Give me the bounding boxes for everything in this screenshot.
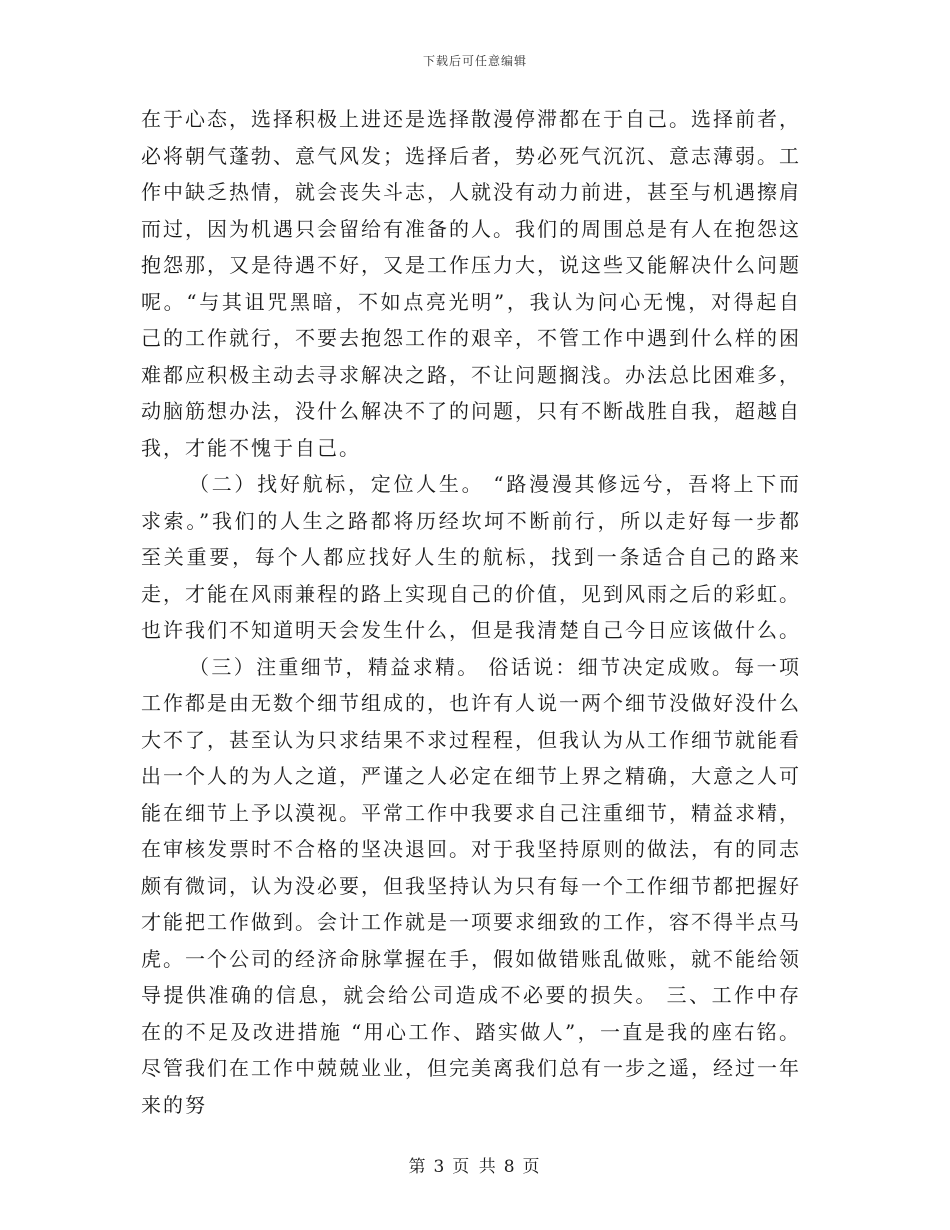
paragraph-continuation: 在于心态，选择积极上进还是选择散漫停滞都在于自己。选择前者，必将朝气蓬勃、意气风发；选择后者，势必死气沉沉、意志薄弱。工作中缺乏热情，就会丧失斗志，人就没有动力前进，甚至与机遇擦肩而过，因为机遇只会留给有准备的人。我们的周围总是有人在抱怨这抱怨那，又是待遇不好，又是工作压力大，说这些又能解决什么问题呢。“与其诅咒黑暗，不如点亮光明”，我认为问心无愧，对得起自己的工作就行，不要去抱怨工作的艰辛，不管工作中遇到什么样的困难都应积极主动去寻求解决之路，不让问题搁浅。办法总比困难多，动脑筋想办法，没什么解决不了的问题，只有不断战胜自我，超越自我，才能不愧于自己。 — [141, 107, 801, 460]
header-note: 下载后可任意编辑 — [422, 54, 527, 68]
footer-page-number: 3 — [433, 1157, 447, 1177]
footer-total-pages: 8 — [503, 1157, 517, 1177]
footer-middle: 页 共 — [452, 1157, 498, 1177]
paragraph-section-two: （二）找好航标，定位人生。 “路漫漫其修远兮，吾将上下而求索。”我们的人生之路都将历经坎坷不断前行，所以走好每一步都至关重要，每个人都应找好人生的航标，找到一条适合自己的路来走，才能在风雨兼程的路上实现自己的价值，见到风雨之后的彩虹。也许我们不知道明天会发生什么，但是我清楚自己今日应该做什么。 — [141, 472, 801, 642]
page-footer — [0, 1152, 950, 1177]
footer-suffix: 页 — [522, 1157, 542, 1177]
document-body — [141, 101, 801, 1123]
paragraph-section-three: （三）注重细节，精益求精。 俗话说：细节决定成败。每一项工作都是由无数个细节组成的，也许有人说一两个细节没做好没什么大不了，甚至认为只求结果不求过程程，但我认为从工作细节就能看出一个人的为人之道，严谨之人必定在细节上界之精确，大意之人可能在细节上予以漠视。平常工作中我要求自己注重细节，精益求精，在审核发票时不合格的坚决退回。对于我坚持原则的做法，有的同志颇有微词，认为没必要，但我坚持认为只有每一个工作细节都把握好才能把工作做到。会计工作就是一项要求细致的工作，容不得半点马虎。一个公司的经济命脉掌握在手，假如做错账乱做账，就不能给领导提供准确的信息，就会给公司造成不必要的损失。 三、工作中存在的不足及改进措施 “用心工作、踏实做人”，一直是我的座右铭。尽管我们在工作中兢兢业业，但完美离我们总有一步之遥，经过一年来的努 — [141, 654, 801, 1117]
footer-prefix: 第 — [408, 1157, 428, 1177]
